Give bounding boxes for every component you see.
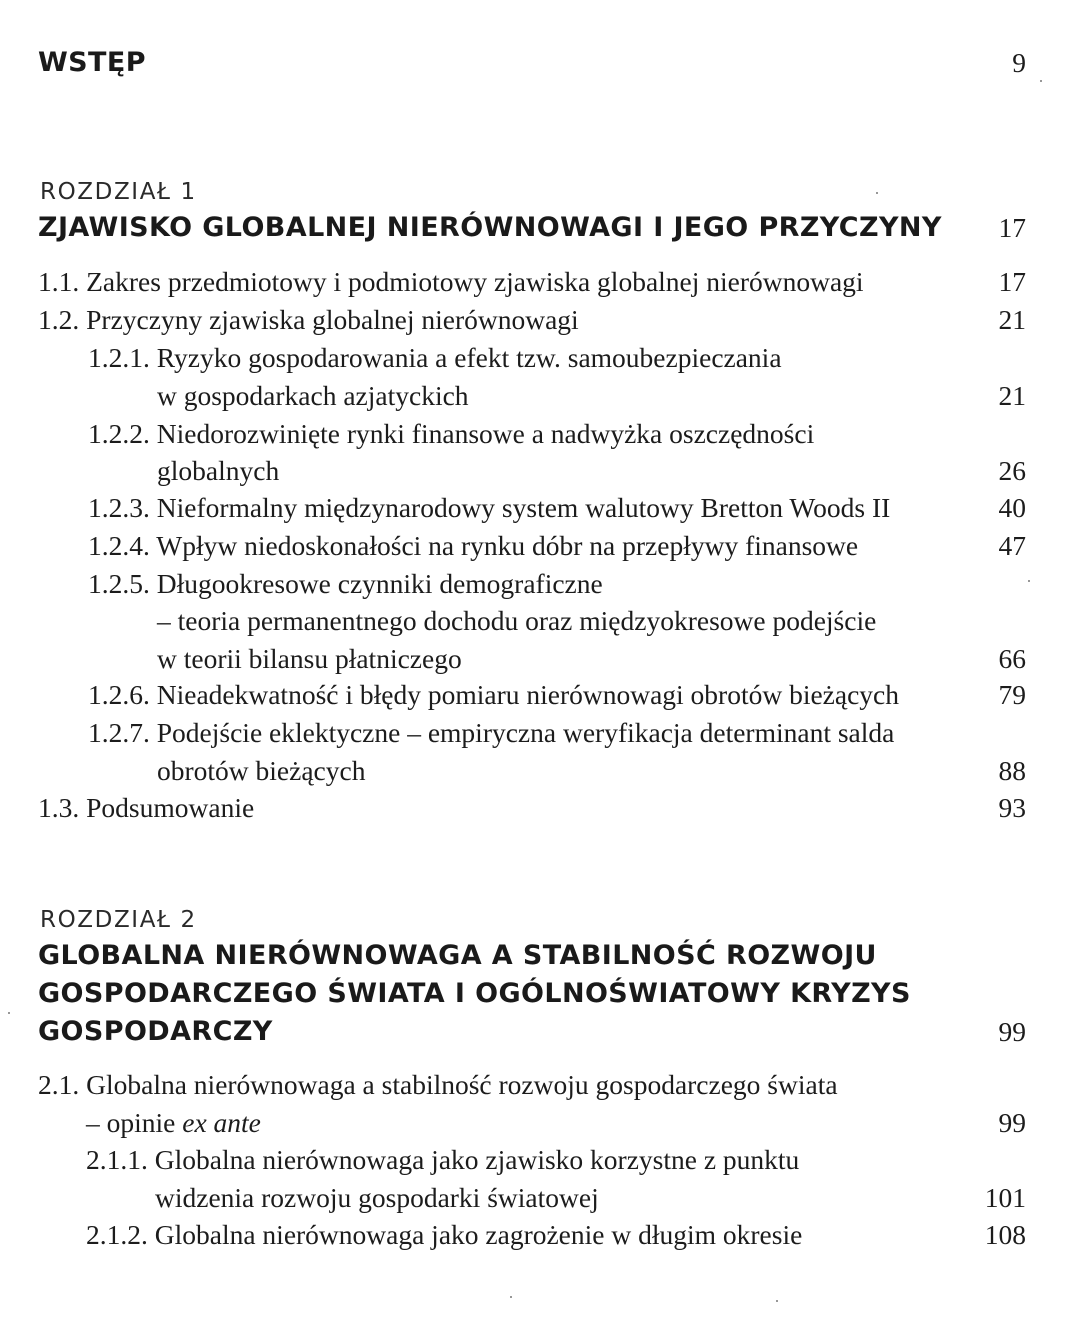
toc-entry-page: 93 [998, 792, 1026, 823]
toc-entry-page: 88 [998, 755, 1026, 786]
scan-speck [510, 1296, 512, 1298]
toc-entry-title: Podejście eklektyczne – empiryczna weryfikacja determinant salda [156, 717, 895, 748]
toc-entry-title: Globalna nierównowaga a stabilność rozwoju gospodarczego świata [86, 1069, 838, 1100]
toc-entry-number: 1.2.7. [88, 717, 150, 748]
toc-entry-title-continued: w teorii bilansu płatniczego [157, 643, 462, 674]
scan-speck [876, 192, 878, 194]
toc-entry-1-2-2 [88, 415, 814, 452]
toc-entry-title: Nieformalny międzynarodowy system walutowy Bretton Woods II [156, 492, 891, 523]
toc-entry-2-1 [38, 1066, 838, 1103]
toc-entry-title-prefix: – opinie [86, 1107, 183, 1138]
toc-entry-1-2-7 [88, 714, 894, 751]
toc-entry-number: 1.2. [38, 304, 80, 335]
chapter-1-label: ROZDZIAŁ 1 [40, 179, 197, 205]
toc-entry-number: 1.2.1. [88, 342, 150, 373]
toc-entry-title-continued: obrotów bieżących [157, 755, 366, 786]
toc-entry-number: 1.2.2. [88, 418, 150, 449]
toc-entry-1-2-3 [88, 489, 890, 526]
toc-entry-title-continued: – teoria permanentnego dochodu oraz międzyokresowe podejście [157, 605, 877, 636]
toc-entry-page: 99 [998, 1107, 1026, 1138]
toc-entry-number: 2.1.1. [86, 1144, 148, 1175]
intro-page-number: 9 [1012, 47, 1026, 78]
chapter-2-title-line-1: GLOBALNA NIERÓWNOWAGA A STABILNOŚĆ ROZWOJU [38, 940, 877, 971]
scan-speck [1040, 80, 1042, 82]
chapter-2-page-number: 99 [998, 1016, 1026, 1047]
toc-entry-title: Zakres przedmiotowy i podmiotowy zjawiska globalnej nierównowagi [86, 266, 864, 297]
toc-entry-title-italic: ex ante [182, 1107, 261, 1138]
toc-entry-page: 21 [998, 304, 1026, 335]
toc-entry-title: Ryzyko gospodarowania a efekt tzw. samoubezpieczania [156, 342, 782, 373]
chapter-2-title-line-3: GOSPODARCZY [38, 1016, 273, 1047]
toc-entry-1-2-1 [88, 339, 782, 376]
toc-entry-title-continued: w gospodarkach azjatyckich [157, 380, 469, 411]
toc-entry-title: Wpływ niedoskonałości na rynku dóbr na przepływy finansowe [156, 530, 859, 561]
toc-entry-title: Podsumowanie [86, 792, 255, 823]
toc-entry-number: 1.2.4. [88, 530, 150, 561]
toc-entry-title-continued: widzenia rozwoju gospodarki światowej [155, 1182, 599, 1213]
toc-entry-number: 1.1. [38, 266, 80, 297]
toc-entry-page: 66 [998, 643, 1026, 674]
scan-speck [8, 1012, 10, 1014]
toc-entry-page: 21 [998, 380, 1026, 411]
toc-entry-title: Niedorozwinięte rynki finansowe a nadwyżka oszczędności [156, 418, 815, 449]
toc-entry-title-continued [86, 1104, 261, 1141]
toc-entry-1-1 [38, 263, 864, 300]
toc-entry-number: 2.1. [38, 1069, 80, 1100]
toc-entry-page: 108 [984, 1219, 1026, 1250]
toc-entry-page: 17 [998, 266, 1026, 297]
toc-entry-page: 26 [998, 455, 1026, 486]
toc-entry-1-2-6 [88, 676, 899, 713]
toc-entry-page: 40 [998, 492, 1026, 523]
toc-entry-number: 1.3. [38, 792, 80, 823]
toc-entry-title: Nieadekwatność i błędy pomiaru nierównowagi obrotów bieżących [156, 679, 900, 710]
toc-entry-number: 2.1.2. [86, 1219, 148, 1250]
toc-entry-1-2-5 [88, 565, 603, 602]
chapter-2-title-line-2: GOSPODARCZEGO ŚWIATA I OGÓLNOŚWIATOWY KRYZYS [38, 978, 911, 1009]
toc-entry-title: Przyczyny zjawiska globalnej nierównowagi [86, 304, 579, 335]
toc-entry-number: 1.2.3. [88, 492, 150, 523]
toc-entry-number: 1.2.6. [88, 679, 150, 710]
chapter-1-title: ZJAWISKO GLOBALNEJ NIERÓWNOWAGI I JEGO PRZYCZYNY [38, 212, 942, 243]
intro-title: WSTĘP [38, 47, 146, 78]
toc-entry-2-1-1 [86, 1141, 799, 1178]
toc-entry-1-3 [38, 789, 254, 826]
toc-entry-1-2 [38, 301, 579, 338]
toc-entry-title: Globalna nierównowaga jako zagrożenie w długim okresie [154, 1219, 803, 1250]
toc-entry-page: 47 [998, 530, 1026, 561]
chapter-2-label: ROZDZIAŁ 2 [40, 907, 197, 933]
toc-entry-1-2-4 [88, 527, 858, 564]
chapter-1-page-number: 17 [998, 212, 1026, 243]
toc-entry-title: Globalna nierównowaga jako zjawisko korzystne z punktu [154, 1144, 800, 1175]
toc-entry-number: 1.2.5. [88, 568, 150, 599]
toc-entry-page: 101 [984, 1182, 1026, 1213]
toc-entry-2-1-2 [86, 1216, 802, 1253]
toc-entry-title: Długookresowe czynniki demograficzne [156, 568, 603, 599]
toc-entry-title-continued: globalnych [157, 455, 280, 486]
toc-entry-page: 79 [998, 679, 1026, 710]
scan-speck [776, 1300, 778, 1302]
scan-speck [1028, 580, 1030, 582]
